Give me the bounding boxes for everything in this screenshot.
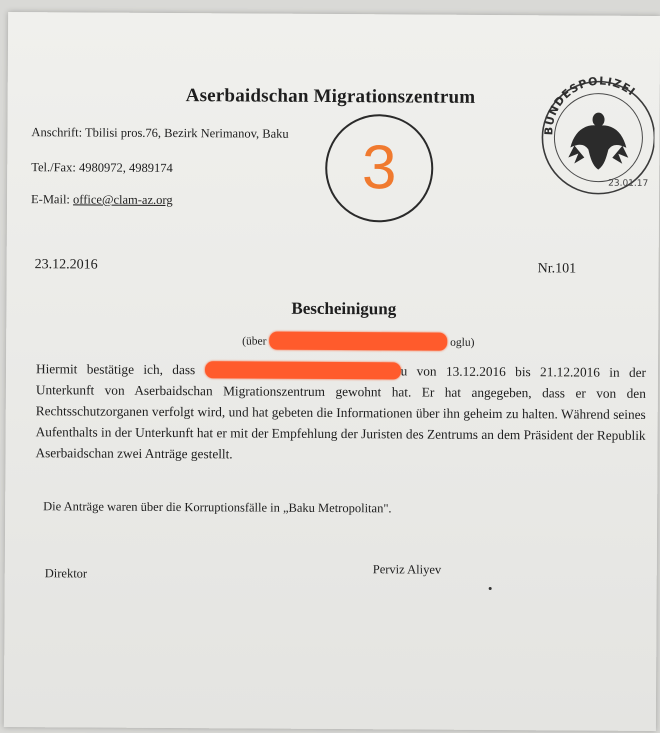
subject-open: (über <box>242 335 267 348</box>
document-page <box>4 12 660 731</box>
body-start: Hiermit bestätige ich, dass <box>35 361 196 378</box>
ink-mark <box>489 587 492 590</box>
subject-close: oglu) <box>450 336 475 349</box>
body-paragraph <box>35 358 646 467</box>
email-line <box>31 192 173 208</box>
email-link[interactable]: office@clam-az.org <box>73 192 173 208</box>
organization-title: Aserbaidschan Migrationszentrum <box>185 85 476 108</box>
signatory-name: Perviz Aliyev <box>372 562 442 577</box>
address-line: Anschrift: Tbilisi pros.76, Bezirk Nerimanov, Baku <box>31 125 289 141</box>
document-title: Bescheinigung <box>291 298 397 319</box>
document-number: Nr.101 <box>537 261 577 277</box>
annotation-number: 3 <box>361 133 397 203</box>
annotation-number-circle <box>325 114 434 223</box>
eagle-icon <box>568 112 628 169</box>
body-end: u von 13.12.2016 bis 21.12.2016 in der Unterkunft von Aserbaidschan Migrationszentrum gewohnt hat. Er hat angegeben, dass er von den Rechtsschutzorganen verfolgt wird, und hat gebeten die Informationen über ihn geheim zu halten. Während seines Aufenthalts in der Unterkunft hat er mit der Empfehlung der Juristen des Zentrums an dem Präsident der Republik Aserbaidschan zwei Anträge gestellt. <box>35 363 647 462</box>
stamp-text: BUNDESPOLIZEI <box>542 74 639 136</box>
stamp-date: 23.01.17 <box>608 178 649 189</box>
email-label: E-Mail: <box>31 192 74 207</box>
body-name-redaction <box>205 361 401 379</box>
telfax-line: Tel./Fax: 4980972, 4989174 <box>31 160 173 176</box>
name-redaction <box>269 332 447 351</box>
signatory-role: Direktor <box>44 566 88 581</box>
subject-line <box>242 331 474 350</box>
federal-police-stamp <box>534 57 655 198</box>
document-date: 23.12.2016 <box>34 257 98 273</box>
closing-line: Die Anträge waren über die Korruptionsfälle in „Baku Metropolitan". <box>43 499 392 516</box>
